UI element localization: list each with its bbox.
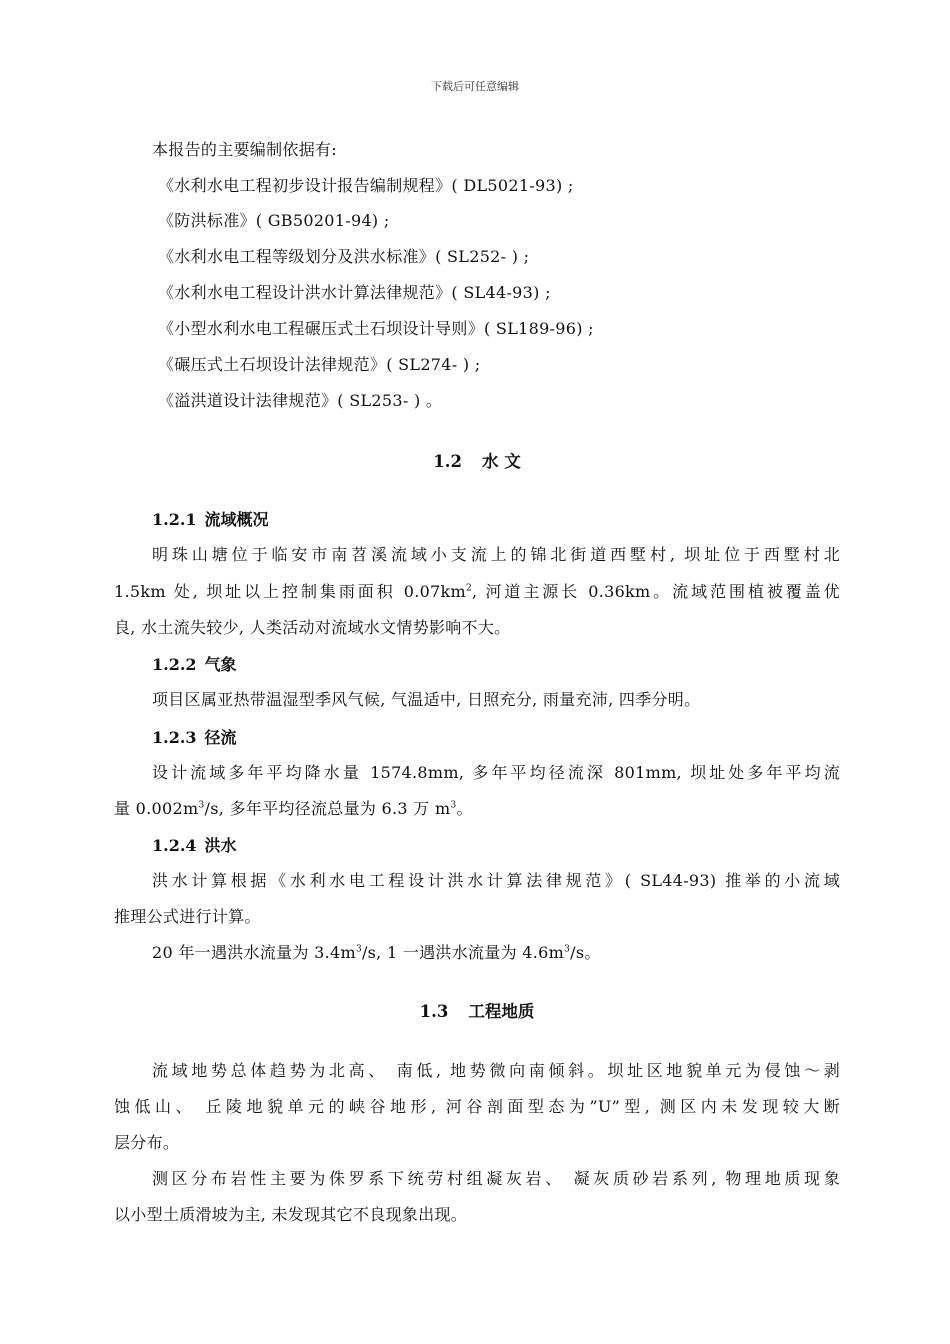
basis-item: 《溢洪道设计法律规范》( SL253- ) 。 bbox=[158, 391, 443, 410]
basis-item: 《碾压式土石坝设计法律规范》( SL274- ) ; bbox=[158, 355, 481, 374]
section-title: 水 文 bbox=[481, 452, 521, 471]
paragraph-line: 1.5km 处, 坝址以上控制集雨面积 $0.07km^2$, 河道主源长 0.36km。流域范围植被覆盖优 bbox=[114, 582, 840, 601]
paragraph-line: 项目区属亚热带温湿型季风气候, 气温适中, 日照充分, 雨量充沛, 四季分明。 bbox=[152, 690, 701, 709]
subsection-title: 洪水 bbox=[204, 836, 237, 855]
paragraph-line: 层分布。 bbox=[114, 1133, 180, 1152]
paragraph-line: 良, 水土流失较少, 人类活动对流域水文情势影响不大。 bbox=[114, 618, 511, 637]
subsection-number: 1.2.2 bbox=[152, 655, 197, 674]
section-number: 1.3 bbox=[419, 1002, 449, 1021]
subsection-number: 1.2.1 bbox=[152, 510, 197, 529]
paragraph-line: 以小型土质滑坡为主, 未发现其它不良现象出现。 bbox=[114, 1205, 468, 1224]
basis-item: 《水利水电工程设计洪水计算法律规范》( SL44-93) ; bbox=[158, 283, 551, 302]
basis-item: 《水利水电工程等级划分及洪水标准》( SL252- ) ; bbox=[158, 247, 530, 266]
subsection-title: 流域概况 bbox=[204, 510, 269, 529]
basis-item: 《小型水利水电工程碾压式土石坝设计导则》( SL189-96) ; bbox=[158, 319, 594, 338]
paragraph-line: 蚀低山、 丘陵地貌单元的峡谷地形, 河谷剖面型态为”U”型, 测区内未发现较大断 bbox=[114, 1097, 840, 1116]
page-header: 下载后可任意编辑 bbox=[431, 80, 519, 93]
paragraph-line: 20 年一遇洪水流量为 $3.4m^3/s$, 1 一遇洪水流量为 $4.6m^3/s$。 bbox=[152, 943, 601, 962]
subsection-number: 1.2.4 bbox=[152, 836, 197, 855]
paragraph-line: 明珠山塘位于临安市南苕溪流域小支流上的锦北街道西墅村, 坝址位于西墅村北 bbox=[152, 545, 840, 564]
section-title: 工程地质 bbox=[468, 1002, 535, 1021]
paragraph-line: 流域地势总体趋势为北高、 南低, 地势微向南倾斜。坝址区地貌单元为侵蚀～剥 bbox=[152, 1061, 840, 1080]
basis-item: 《水利水电工程初步设计报告编制规程》( DL5021-93) ; bbox=[158, 176, 574, 195]
paragraph-line: 量 $0.002m^3/s$, 多年平均径流总量为 6.3 万 $m^3$。 bbox=[114, 799, 473, 818]
subsection-heading bbox=[152, 655, 237, 675]
subsection-title: 气象 bbox=[204, 655, 237, 674]
subsection-number: 1.2.3 bbox=[152, 728, 197, 747]
section-heading bbox=[114, 1001, 840, 1023]
basis-intro: 本报告的主要编制依据有: bbox=[152, 140, 337, 159]
paragraph-line: 设计流域多年平均降水量 1574.8mm, 多年平均径流深 801mm, 坝址处多年平均流 bbox=[152, 763, 840, 782]
subsection-heading bbox=[152, 836, 237, 856]
subsection-title: 径流 bbox=[204, 728, 237, 747]
paragraph-line: 洪水计算根据《水利水电工程设计洪水计算法律规范》( SL44-93) 推举的小流域 bbox=[152, 871, 840, 890]
paragraph-line: 推理公式进行计算。 bbox=[114, 907, 261, 926]
basis-item: 《防洪标准》( GB50201-94) ; bbox=[158, 211, 390, 230]
subsection-heading bbox=[152, 728, 237, 748]
subsection-heading bbox=[152, 510, 269, 530]
section-number: 1.2 bbox=[433, 452, 462, 471]
section-heading bbox=[114, 451, 840, 473]
paragraph-line: 测区分布岩性主要为侏罗系下统劳村组凝灰岩、 凝灰质砂岩系列, 物理地质现象 bbox=[152, 1169, 840, 1188]
